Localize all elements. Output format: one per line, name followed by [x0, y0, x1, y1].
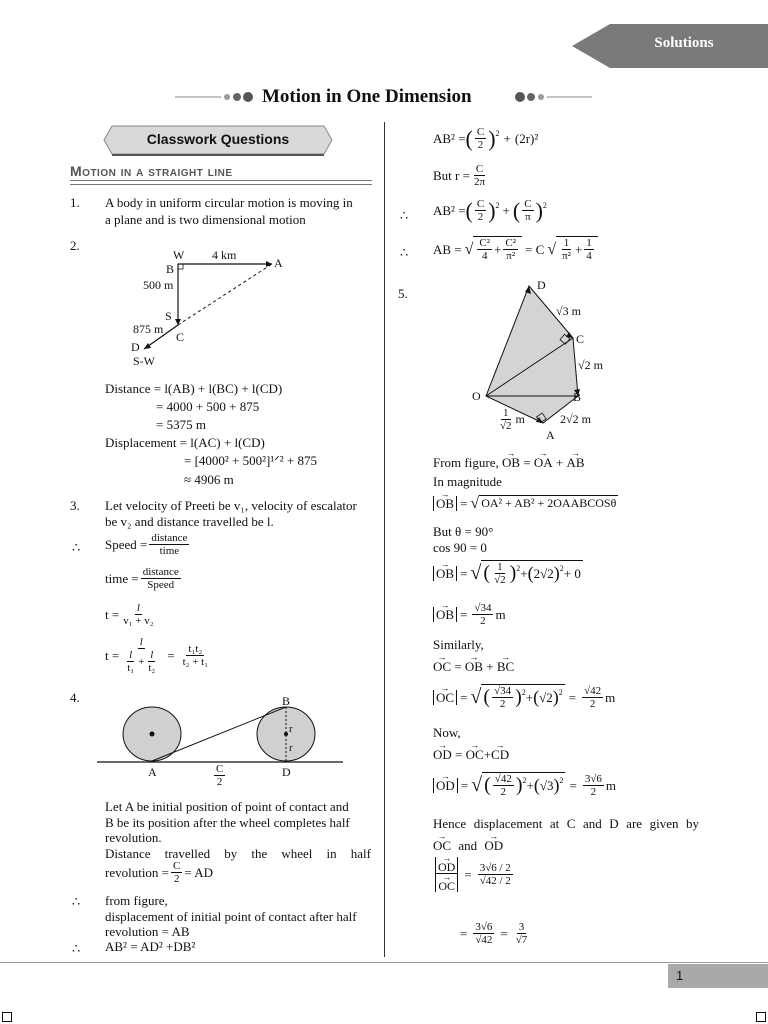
frac-num: C: [173, 860, 181, 872]
plus-sign: +: [494, 242, 502, 257]
one-over-pi2: [560, 237, 573, 262]
frac-den: 2: [480, 615, 486, 627]
right-ab-eq: [433, 236, 598, 262]
c-over-2: [171, 860, 182, 885]
root3: √3: [539, 778, 554, 793]
m-unit: m: [495, 607, 506, 622]
q4-para4: Distance travelled by the wheel in half: [105, 846, 371, 861]
frac-num: C: [476, 198, 485, 210]
ab2-label: AB² =: [433, 131, 466, 146]
frac-den: √2: [494, 574, 506, 586]
q4-therefore2: ∴: [72, 941, 81, 956]
frac-den: time: [159, 545, 180, 557]
q1-line1: A body in uniform circular motion is moving in: [105, 195, 353, 210]
c-over-2-fraction: [214, 763, 225, 788]
title-ornament-right: [512, 88, 592, 106]
q2-label-B: B: [166, 262, 175, 276]
q4-label-A: A: [148, 765, 157, 779]
q4-therefore1: ∴: [72, 894, 81, 909]
m-unit: m: [605, 777, 616, 793]
c-over-pi: [522, 198, 533, 223]
q5-but-theta: But θ = 90°: [433, 524, 494, 539]
q4-from-figure: from figure,: [105, 893, 168, 908]
q2-label-D: D: [131, 340, 140, 354]
q2-label-A: A: [274, 256, 283, 270]
page-number: 1: [676, 968, 684, 983]
q5-label-D: D: [537, 278, 546, 292]
one-over-root2: [492, 561, 508, 586]
plus-sign: +: [574, 242, 583, 257]
frac-l-t2: [146, 649, 157, 674]
q5-od-eq: → OD = → OC+→ CD: [433, 747, 509, 762]
abs-oc: [433, 690, 457, 705]
q2-label-500m: 500 m: [143, 278, 174, 292]
plus-sign: +: [502, 203, 510, 218]
frac-den: t₂: [148, 662, 156, 674]
q4-label-c-over-2: [212, 763, 227, 788]
q5-oc-eq: → OC = → OB + → BC: [433, 659, 514, 674]
q5-label-root3m: √3 m: [556, 304, 581, 318]
frac-num: √34: [494, 685, 512, 697]
frac-den: Speed: [147, 579, 175, 591]
vec-od: → OD: [438, 861, 455, 873]
q4-disp-line2: revolution = AB: [105, 924, 190, 939]
q2-result-distance: = 5375 m: [156, 417, 206, 432]
frac-den: π²: [562, 250, 571, 262]
q4-revolution-eq: [105, 860, 213, 885]
q5-ob-calc: → OB = √ ( $\frac{1}{√2}$ ) $^2$ + ( 2√2 ) $^2$ + 0: [433, 560, 583, 586]
q2-displacement-diagram: [130, 245, 290, 365]
q4-para3: revolution.: [105, 830, 162, 845]
section-subheading: Motion in a straight line: [70, 163, 233, 179]
vec-od: → OD: [436, 778, 455, 793]
frac-den: √2: [500, 420, 512, 432]
q5-label-root2m: √2 m: [578, 358, 603, 372]
q5-in-magnitude: In magnitude: [433, 474, 502, 489]
vec-ob: → OB: [502, 455, 520, 470]
vec-oc: → OC: [433, 838, 451, 853]
c-over-2pi: [472, 163, 487, 188]
frac-num: √42: [584, 684, 602, 697]
sqrt-body: ( $\frac{√42}{2}$ ) $^2$ + ( √3 ) $^2$: [484, 773, 564, 798]
vec-ob: → OB: [436, 607, 454, 622]
q3-therefore: ∴: [72, 540, 81, 555]
classwork-questions-button[interactable]: Classwork Questions: [146, 131, 290, 147]
q3-speed-fraction: [149, 532, 189, 557]
root2: √2: [539, 690, 553, 705]
frac-den: v₁ + v₂: [123, 615, 154, 627]
q2-sum-line: = 4000 + 500 + 875: [156, 399, 260, 414]
ob-formula: OA² + AB² + 2OAABCOSθ: [481, 496, 617, 510]
q4-wheel-diagram: [95, 700, 345, 770]
one-over-root2: [498, 407, 514, 432]
paren-open: (: [465, 125, 473, 151]
m-unit: m: [605, 689, 616, 705]
vec-bc: → BC: [497, 659, 514, 674]
frac-den: 4: [481, 250, 488, 262]
q5-ratio: → OD → OC = $\frac{3√6 / 2}{√42 / 2}$: [433, 857, 515, 892]
right-ab2-eq1: AB² = ( $\frac{C}{2}$ ) $^2$ + (2r)²: [433, 125, 539, 151]
frac-num: 1: [563, 237, 570, 249]
c2-over-pi2: [503, 237, 518, 262]
od-over-oc: [435, 857, 458, 892]
frac-den: π: [525, 211, 531, 223]
abs-od: [433, 778, 458, 793]
right-therefore2: ∴: [400, 245, 409, 260]
one-over-4: [584, 237, 594, 262]
q2-distance-line: Distance = l(AB) + l(BC) + l(CD): [105, 381, 283, 396]
sqrt-sign2: √: [547, 240, 557, 258]
q5-od-calc: → OD = √ ( $\frac{√42}{2}$ ) $^2$ + ( √3 ) $^2$ = $\frac{3√6}{2}$ m: [433, 772, 616, 798]
q5-ob-result: → OB = $\frac{√34}{2}$ m: [433, 602, 506, 627]
c2-over-4: [477, 237, 492, 262]
three-over-root7: [514, 921, 530, 946]
q2-result-disp: ≈ 4906 m: [184, 472, 234, 487]
q2-disp-expr: = [4000² + 500²]¹ᐟ² + 875: [184, 453, 317, 468]
frac-num: 1: [497, 561, 503, 573]
q3-result-fraction: [181, 643, 211, 668]
frac-num: √42: [494, 773, 512, 785]
q2-label-W: W: [173, 248, 185, 262]
frac-num: C: [475, 163, 484, 175]
q4-disp-line1: displacement of initial point of contact after half: [105, 909, 357, 924]
q4-label-r2: r: [289, 742, 293, 754]
corner-mark-right: [756, 1012, 766, 1022]
frac-den: √7: [515, 934, 528, 946]
eq-ad: = AD: [184, 865, 214, 880]
frac-den: π²: [506, 250, 516, 262]
frac-den: 2: [500, 786, 507, 798]
q4-label-B: B: [282, 694, 291, 708]
m-unit: m: [515, 412, 525, 426]
vec-oc: → OC: [433, 659, 451, 674]
vec-ob: → OB: [465, 659, 483, 674]
q5-label-C: C: [576, 332, 585, 346]
q3-number: 3.: [70, 498, 80, 513]
frac-den: 2: [499, 698, 506, 710]
q3-line2: be v₂ and distance travelled be l.: [105, 514, 274, 529]
abs-ob: [433, 607, 457, 622]
q5-from-figure-line: From figure, → OB = → OA + → AB: [433, 455, 585, 470]
vec-oc: → OC: [436, 690, 454, 705]
q2-displacement-line: Displacement = l(AC) + l(CD): [105, 435, 265, 450]
q1-number: 1.: [70, 195, 80, 210]
frac-den: 2: [477, 139, 484, 151]
frac-den: 2: [589, 697, 596, 710]
sqrt-body: ( $\frac{1}{√2}$ ) $^2$ + ( 2√2 ) $^2$ + 0: [483, 561, 581, 586]
frac-den: 2: [173, 873, 180, 885]
three-root6-over-root42: [473, 921, 494, 946]
frac-num: t₁t₂: [188, 642, 203, 655]
subheading-rule: [70, 180, 372, 185]
frac-num: l: [150, 649, 154, 661]
q3-t-eq2: [105, 636, 212, 674]
c-over-2: [475, 126, 486, 151]
frac-den: 4: [586, 250, 592, 262]
frac-den: 2: [216, 776, 223, 788]
solutions-tab[interactable]: Solutions: [654, 35, 714, 51]
equals-c: = C: [525, 241, 545, 257]
paren-close: ): [488, 197, 496, 223]
title-ornament-left: [175, 88, 255, 106]
plus-sign: +: [503, 131, 511, 146]
vec-oc: → OC: [466, 747, 484, 762]
sqrt-body: ( $\frac{√34}{2}$ ) $^2$ + ( √2 ) $^2$: [483, 685, 563, 710]
corner-mark-left: [2, 1012, 12, 1022]
frac-num: C²: [479, 237, 491, 249]
paren-open: (: [465, 197, 473, 223]
frac-den: t₂ + t₁: [182, 655, 209, 668]
q3-t-fraction: [121, 602, 155, 627]
plus-sign: +: [138, 655, 145, 668]
and-word: and: [458, 838, 478, 853]
frac-num: 3√6 / 2: [479, 862, 511, 874]
root42-over-2: [493, 773, 514, 798]
vec-ob: → OB: [436, 496, 454, 511]
frac-num: C: [524, 198, 532, 210]
q5-hence-line1: Hence displacement at C and D are given by: [433, 816, 699, 831]
frac-num: C: [216, 763, 224, 775]
column-divider: [384, 122, 385, 957]
frac-den: 2: [477, 211, 484, 223]
q4-label-r1: r: [289, 723, 293, 735]
frac-den: 2π: [473, 176, 486, 188]
abs-ob: [433, 496, 457, 511]
equals-sign: =: [167, 647, 175, 663]
q5-oc-and-od: [433, 838, 503, 853]
ab2-label: AB² =: [433, 203, 466, 218]
frac-num: l: [129, 649, 133, 661]
q3-speed-eq: [105, 532, 191, 557]
vec-od: → OD: [433, 747, 452, 762]
q5-label-2root2m: 2√2 m: [560, 412, 591, 426]
right-ab2-eq2: AB² = ( $\frac{C}{2}$ ) $^2$ + ( $\frac{C}{\pi}$ ) $^2$: [433, 197, 547, 223]
c-over-2: [475, 198, 486, 223]
vec-cd: → CD: [491, 747, 509, 762]
sqrt-body: [473, 236, 522, 262]
q2-label-4km: 4 km: [212, 248, 237, 262]
q3-time-eq: [105, 566, 183, 591]
q2-label-S: S: [165, 309, 172, 323]
frac-num: 1: [586, 237, 592, 249]
frac-num: distance: [151, 532, 188, 544]
ab-label: AB =: [433, 241, 462, 257]
q3-time-label: time =: [105, 571, 139, 586]
footer-rule: [0, 962, 768, 963]
q3-t-label: t =: [105, 607, 120, 622]
frac-num: C²: [505, 237, 517, 249]
q2-label-C: C: [176, 330, 185, 344]
abs-ob: [433, 566, 457, 581]
q5-label-one-over-root2-m: [496, 407, 525, 432]
frac-num: l: [139, 636, 143, 648]
q5-now: Now,: [433, 725, 461, 740]
q5-final-ratio: = $\frac{3√6}{√42}$ = $\frac{3}{√7}$: [460, 921, 528, 946]
vec-ob: → OB: [436, 566, 454, 581]
root34-over-2: [492, 685, 513, 710]
q5-number: 5.: [398, 286, 408, 301]
q2-label-875m: 875 m: [133, 322, 164, 336]
vec-oa: → OA: [534, 455, 553, 470]
frac-num: 1: [503, 407, 509, 419]
q3-t-eq1: [105, 602, 158, 627]
frac-den: t₁: [127, 662, 135, 674]
q4-para2: B be its position after the wheel completes half: [105, 815, 350, 830]
ratio-fraction: [478, 862, 513, 887]
chapter-title: Motion in One Dimension: [262, 86, 472, 107]
right-therefore1: ∴: [400, 208, 409, 223]
root42-over-2: [582, 685, 603, 710]
right-but-r: [433, 163, 489, 188]
vec-od: → OD: [484, 838, 503, 853]
q5-label-B: B: [573, 390, 582, 404]
frac-num: √34: [474, 602, 492, 614]
frac-num: C: [476, 126, 485, 138]
frac-num: distance: [142, 566, 179, 578]
q5-label-A: A: [546, 428, 555, 442]
paren-close2: ): [535, 197, 543, 223]
frac-l-t1: [125, 649, 136, 674]
frac-num: l: [136, 602, 140, 614]
vec-ab: → AB: [567, 455, 585, 470]
sqrt-body2: [556, 236, 598, 262]
q3-t-label2: t =: [105, 647, 120, 663]
q5-oc-calc: → OC = √ ( $\frac{√34}{2}$ ) $^2$ + ( √2 ) $^2$ = $\frac{√42}{2}$ m: [433, 684, 615, 710]
q5-similarly: Similarly,: [433, 637, 484, 652]
q3-time-fraction: [141, 566, 181, 591]
q2-number: 2.: [70, 238, 80, 253]
q2-label-SW: S-W: [133, 354, 155, 368]
plus-zero: + 0: [563, 566, 581, 581]
three-root6-over-2: [583, 773, 604, 798]
frac-den: √42 / 2: [479, 875, 511, 887]
q4-number: 4.: [70, 690, 80, 705]
paren-close: ): [488, 125, 496, 151]
q4-para1: Let A be initial position of point of contact and: [105, 799, 349, 814]
q5-cos90: cos 90 = 0: [433, 540, 487, 555]
frac-den: √42: [475, 934, 493, 946]
q4-ab2-line: AB² = AD² +DB²: [105, 939, 196, 954]
q5-label-O: O: [472, 389, 481, 403]
frac-num: 3√6: [584, 772, 602, 785]
from-figure-label: From figure,: [433, 455, 499, 470]
frac-den: [435, 874, 458, 892]
rev-label: revolution =: [105, 865, 170, 880]
q3-complex-fraction: [121, 636, 161, 674]
two-r-squared: (2r)²: [514, 131, 539, 146]
but-r-label: But r =: [433, 168, 470, 183]
two-root2: 2√2: [533, 566, 554, 581]
paren-open2: (: [512, 197, 521, 223]
sqrt-sign: √: [464, 240, 474, 258]
q4-label-D: D: [282, 765, 291, 779]
root34-over-2: [472, 602, 493, 627]
frac-den: 2: [590, 785, 597, 798]
q1-line2: a plane and is two dimensional motion: [105, 212, 306, 227]
q3-line1: Let velocity of Preeti be v₁, velocity of escalator: [105, 498, 357, 513]
frac-num: 3√6: [475, 921, 493, 933]
vec-oc: → OC: [438, 880, 455, 892]
q3-speed-label: Speed =: [105, 537, 148, 552]
frac-num: 3: [518, 921, 525, 933]
q5-ob-magnitude-formula: → OB = √ OA² + AB² + 2OAABCOSθ: [433, 495, 618, 511]
frac-den: [121, 649, 161, 674]
